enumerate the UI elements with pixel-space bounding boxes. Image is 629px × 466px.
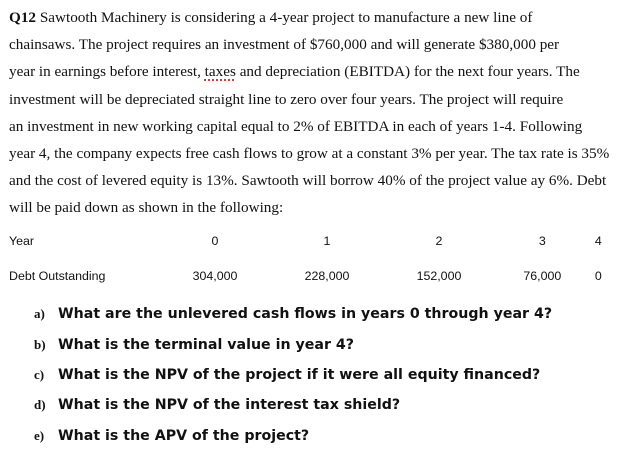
problem-line-5: an investment in new working capital equal to 2% of EBITDA in each of years 1-4. Following	[9, 117, 583, 135]
debt-schedule-table	[9, 226, 607, 290]
spellcheck-underlined-word: taxes	[204, 63, 236, 81]
problem-line-7: and the cost of levered equity is 13%. Sawtooth will borrow 40% of the project value ay 6%. Debt	[9, 172, 607, 190]
question-letter: b)	[34, 336, 46, 352]
table-row-year	[9, 226, 607, 256]
question-number: Q12	[9, 9, 37, 26]
problem-statement	[9, 4, 623, 222]
problem-line-6: year 4, the company expects free cash flows to grow at a constant 3% per year. The tax rate is 35%	[9, 145, 610, 163]
problem-line-8: will be paid down as shown in the following:	[9, 199, 284, 217]
debt-cell: 0	[594, 269, 602, 283]
question-text: What is the terminal value in year 4?	[58, 336, 354, 353]
question-list	[34, 299, 614, 451]
list-item	[34, 390, 614, 420]
question-text: What are the unlevered cash flows in years 0 through year 4?	[58, 306, 553, 323]
question-text: What is the APV of the project?	[58, 427, 310, 444]
table-row-debt	[9, 262, 607, 290]
year-cell: 4	[594, 234, 602, 248]
list-item	[34, 329, 614, 359]
year-cell: 0	[211, 234, 219, 248]
question-text: What is the NPV of the interest tax shield?	[58, 397, 401, 414]
problem-line-4: investment will be depreciated straight line to zero over four years. The project will require	[9, 90, 564, 108]
question-text: What is the NPV of the project if it were all equity financed?	[58, 366, 541, 383]
question-letter: a)	[34, 306, 45, 322]
debt-cell: 228,000	[304, 269, 350, 283]
question-letter: e)	[34, 427, 45, 443]
debt-label: Debt Outstanding	[9, 269, 106, 283]
problem-line-2: chainsaws. The project requires an investment of $760,000 and will generate $380,000 per	[9, 36, 560, 54]
list-item	[34, 421, 614, 451]
problem-line-1: Q12 Sawtooth Machinery is considering a 4-year project to manufacture a new line of	[9, 9, 533, 26]
debt-cell: 152,000	[416, 269, 462, 283]
debt-cell: 304,000	[192, 269, 238, 283]
year-cell: 3	[538, 234, 546, 248]
list-item	[34, 360, 614, 390]
list-item	[34, 299, 614, 329]
year-cell: 2	[435, 234, 443, 248]
question-letter: d)	[34, 397, 46, 413]
problem-line-3: year in earnings before interest, taxes and depreciation (EBITDA) for the next four years. The	[9, 63, 580, 81]
year-cell: 1	[323, 234, 331, 248]
year-label: Year	[9, 234, 35, 248]
question-letter: c)	[34, 366, 45, 382]
debt-cell: 76,000	[523, 269, 562, 283]
